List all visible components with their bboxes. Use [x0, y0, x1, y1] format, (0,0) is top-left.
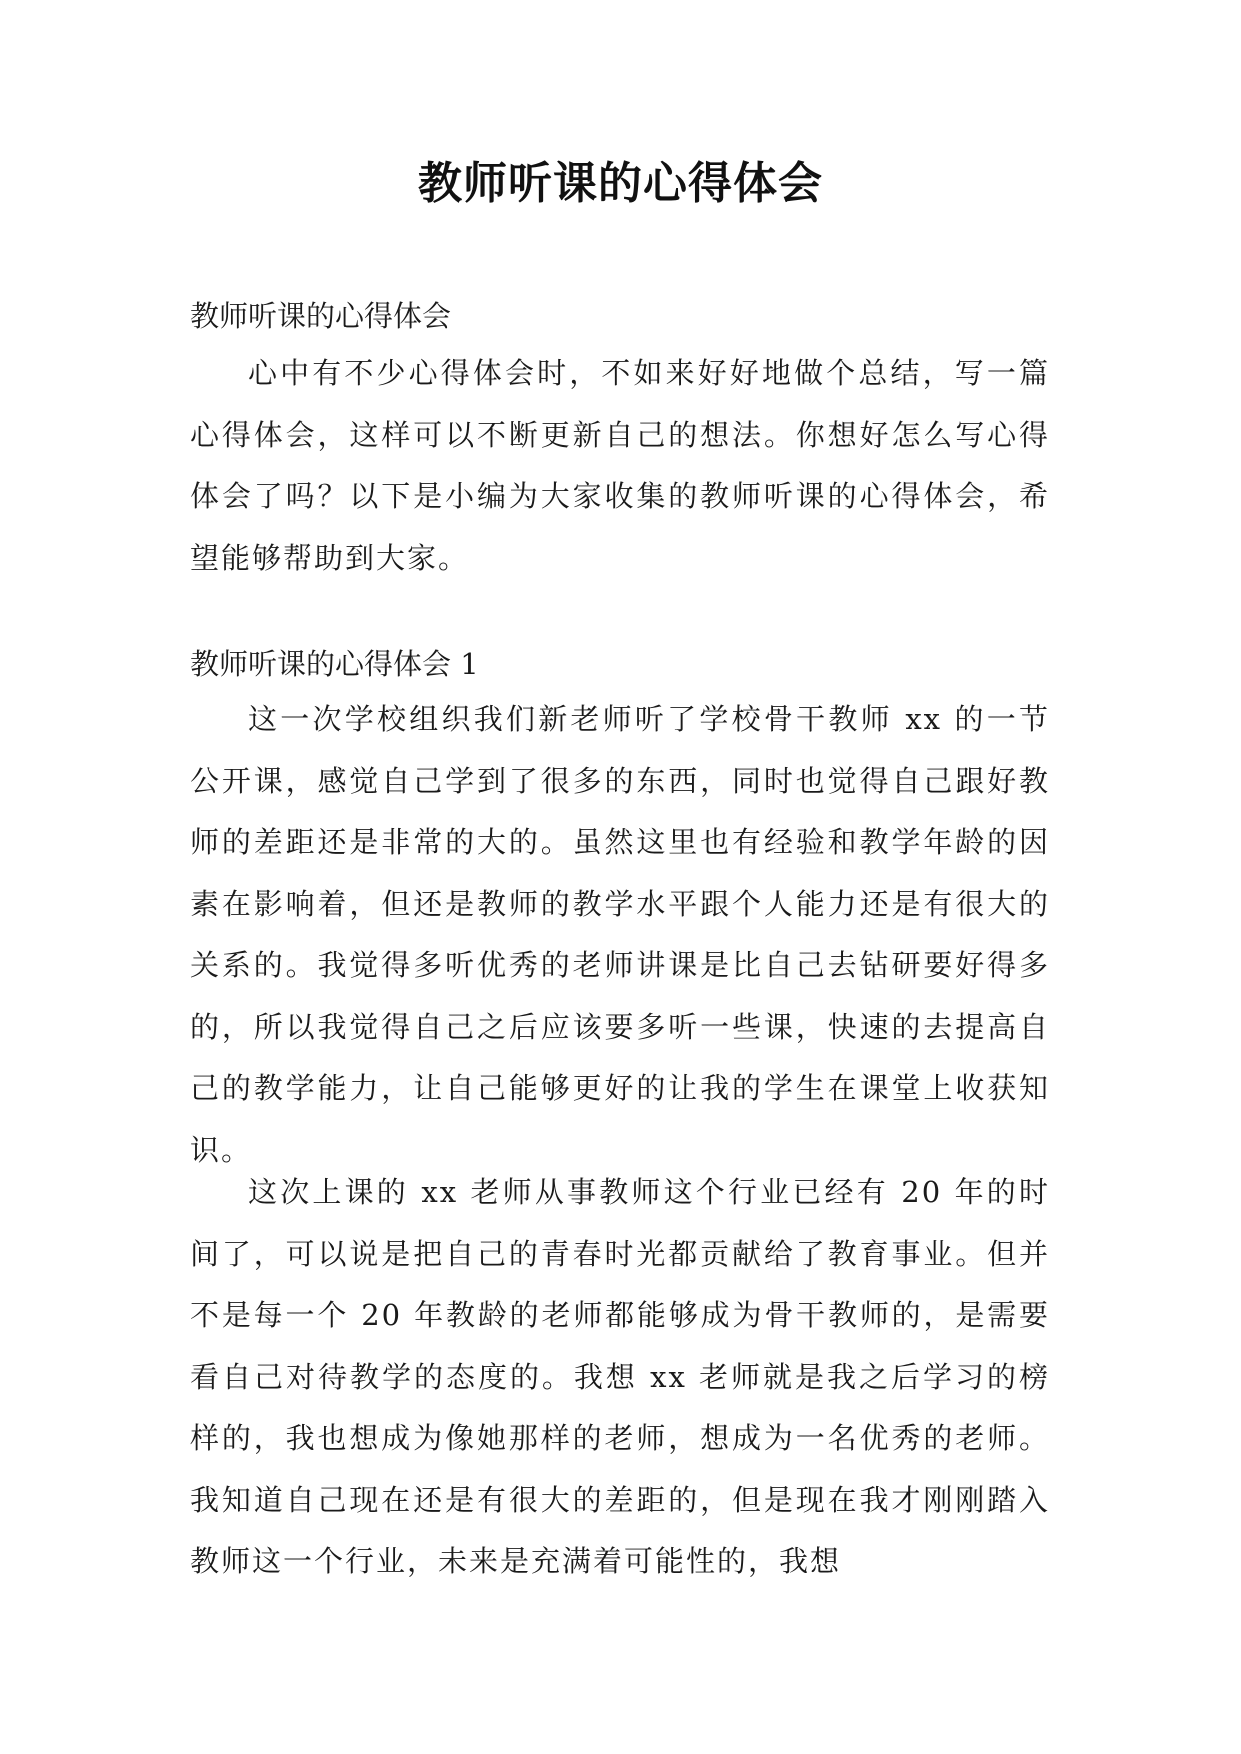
intro-paragraph: 心中有不少心得体会时，不如来好好地做个总结，写一篇心得体会，这样可以不断更新自己的想法。你想好怎么写心得体会了吗？以下是小编为大家收集的教师听课的心得体会，希望能够帮助到大家。: [190, 356, 1050, 575]
section-1-heading: 教师听课的心得体会 1: [190, 647, 479, 681]
intro-heading: 教师听课的心得体会: [190, 299, 452, 333]
section-1-paragraph-1: 这一次学校组织我们新老师听了学校骨干教师 xx 的一节公开课，感觉自己学到了很多的东西，同时也觉得自己跟好教师的差距还是非常的大的。虽然这里也有经验和教学年龄的因素在影响着，但还是教师的教学水平跟个人能力还是有很大的关系的。我觉得多听优秀的老师讲课是比自己去钻研要好得多的，所以我觉得自己之后应该要多听一些课，快速的去提高自己的教学能力，让自己能够更好的让我的学生在课堂上收获知识。: [190, 702, 1050, 1167]
document-title: 教师听课的心得体会: [418, 158, 823, 209]
section-1-paragraph-2: 这次上课的 xx 老师从事教师这个行业已经有 20 年的时间了，可以说是把自己的青春时光都贡献给了教育事业。但并不是每一个 20 年教龄的老师都能够成为骨干教师的，是需要看自己对待教学的态度的。我想 xx 老师就是我之后学习的榜样的，我也想成为像她那样的老师，想成为一名优秀的老师。我知道自己现在还是有很大的差距的，但是现在我才刚刚踏入教师这一个行业，未来是充满着可能性的，我想: [190, 1175, 1050, 1578]
